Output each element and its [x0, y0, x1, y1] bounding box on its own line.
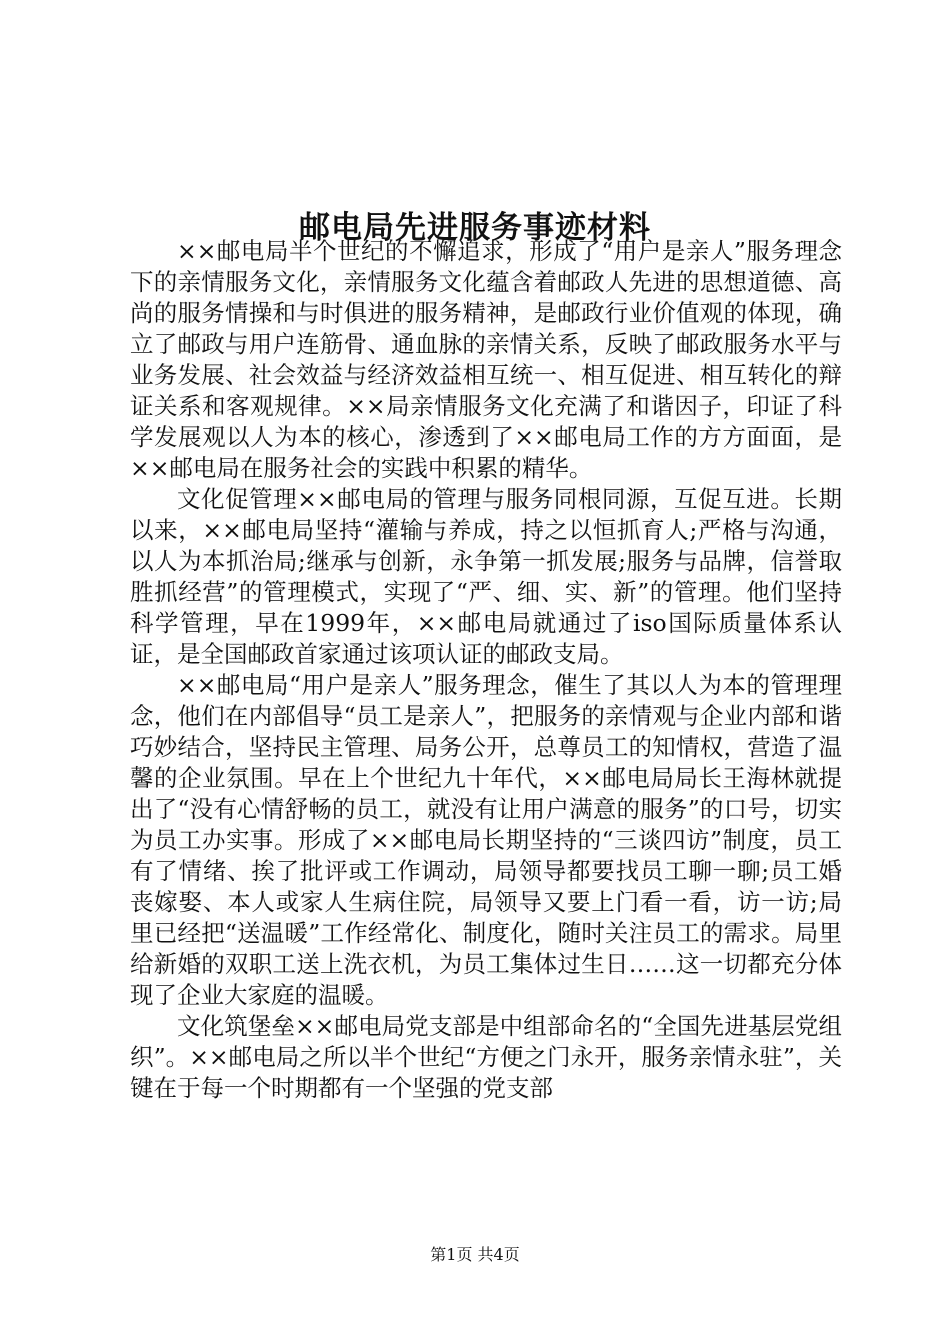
paragraph-2: 文化促管理××邮电局的管理与服务同根同源，互促互进。长期以来，××邮电局坚持“灌输与养成，持之以恒抓育人;严格与沟通，以人为本抓治局;继承与创新，永争第一抓发展;服务与品牌，信誉取胜抓经营”的管理模式，实现了“严、细、实、新”的管理。他们坚持科学管理，早在1999年，××邮电局就通过了iso国际质量体系认证，是全国邮政首家通过该项认证的邮政支局。 — [130, 485, 842, 668]
document-body — [130, 236, 842, 1104]
paragraph-4: 文化筑堡垒××邮电局党支部是中组部命名的“全国先进基层党组织”。××邮电局之所以半个世纪“方便之门永开，服务亲情永驻”，关键在于每一个时期都有一个坚强的党支部 — [130, 1012, 842, 1102]
paragraph-1: ××邮电局半个世纪的不懈追求，形成了“用户是亲人”服务理念下的亲情服务文化，亲情服务文化蕴含着邮政人先进的思想道德、高尚的服务情操和与时俱进的服务精神，是邮政行业价值观的体现，确立了邮政与用户连筋骨、通血脉的亲情关系，反映了邮政服务水平与业务发展、社会效益与经济效益相互统一、相互促进、相互转化的辩证关系和客观规律。××局亲情服务文化充满了和谐因子，印证了科学发展观以人为本的核心，渗透到了××邮电局工作的方方面面，是××邮电局在服务社会的实践中积累的精华。 — [130, 237, 842, 482]
paragraph-3: ××邮电局“用户是亲人”服务理念，催生了其以人为本的管理理念，他们在内部倡导“员工是亲人”，把服务的亲情观与企业内部和谐巧妙结合，坚持民主管理、局务公开，总尊员工的知情权，营造了温馨的企业氛围。早在上个世纪九十年代，××邮电局局长王海林就提出了“没有心情舒畅的员工，就没有让用户满意的服务”的口号，切实为员工办实事。形成了××邮电局长期坚持的“三谈四访”制度，员工有了情绪、挨了批评或工作调动，局领导都要找员工聊一聊;员工婚丧嫁娶、本人或家人生病住院，局领导又要上门看一看，访一访;局里已经把“送温暖”工作经常化、制度化，随时关注员工的需求。局里给新婚的双职工送上洗衣机，为员工集体过生日……这一切都充分体现了企业大家庭的温暖。 — [130, 671, 842, 1009]
document-title: 邮电局先进服务事迹材料 — [299, 209, 651, 246]
page-footer: 第1页 共4页 — [430, 1245, 520, 1264]
